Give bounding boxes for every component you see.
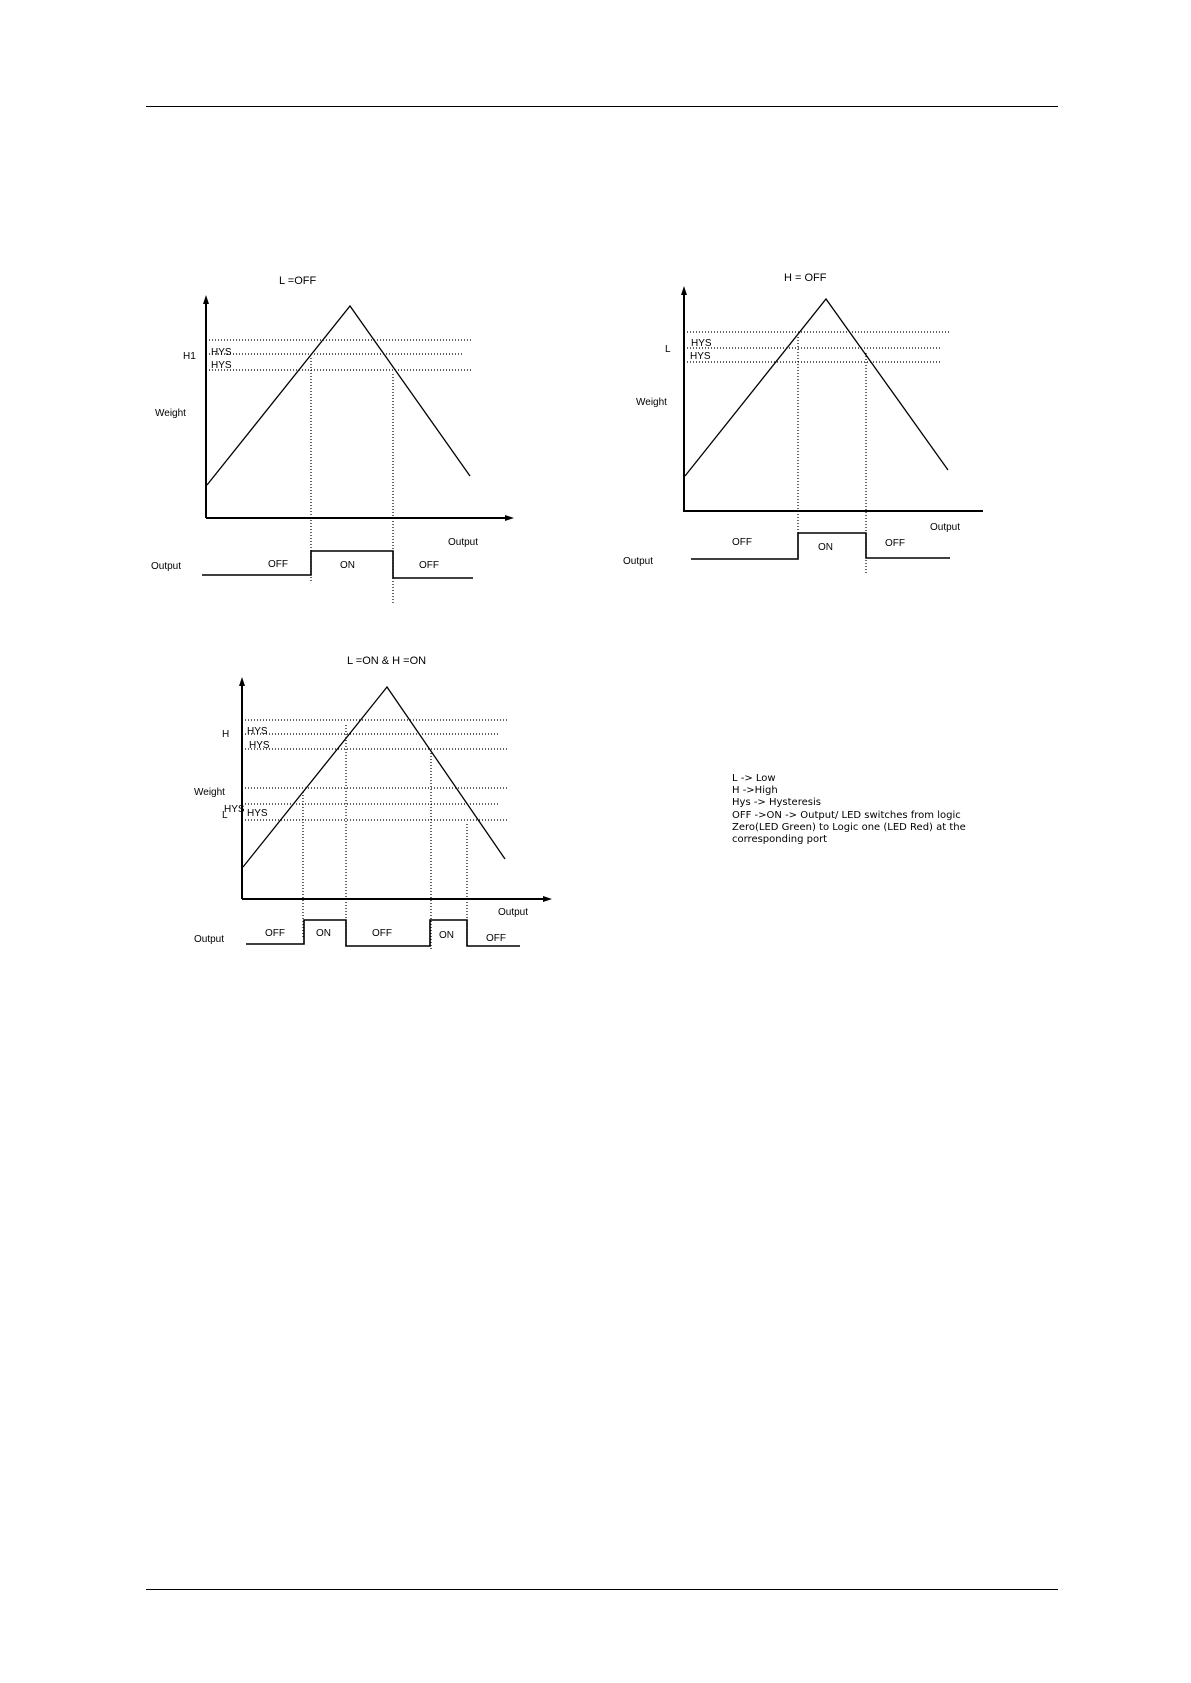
legend-line: L -> Low <box>732 773 776 784</box>
level-label: L <box>665 344 671 355</box>
legend-line: corresponding port <box>732 834 828 846</box>
weight-curve <box>243 687 505 867</box>
diagram-title: L =ON & H =ON <box>347 655 427 667</box>
state-label: OFF <box>885 538 905 549</box>
y-axis-label: Weight <box>155 408 186 419</box>
state-label: ON <box>316 928 331 939</box>
hys-l-upper-label: HYS <box>224 804 245 815</box>
high-level-label: H <box>222 729 230 740</box>
legend-line: Hys -> Hysteresis <box>732 797 821 809</box>
legend-line: Zero(LED Green) to Logic one (LED Red) at the <box>732 821 966 833</box>
legend <box>732 773 966 846</box>
x-axis-label: Output <box>448 537 479 548</box>
state-label: OFF <box>268 559 288 570</box>
x-axis-arrow <box>543 896 552 902</box>
hys-lower-label: HYS <box>211 360 232 371</box>
x-axis-label: Output <box>930 522 961 533</box>
y-axis-label: Weight <box>194 787 225 798</box>
hys-h-upper-label: HYS <box>247 726 268 737</box>
hys-l-lower-label: HYS <box>247 808 268 819</box>
y-axis-arrow <box>239 677 245 686</box>
hys-lower-label: HYS <box>690 351 711 362</box>
low-level-label: L <box>222 810 228 821</box>
diagram-title: L =OFF <box>279 275 317 287</box>
state-label: OFF <box>486 933 506 944</box>
hys-upper-label: HYS <box>211 347 232 358</box>
y-axis-label: Weight <box>636 397 667 408</box>
output-label: Output <box>623 556 654 567</box>
state-label: OFF <box>732 537 752 548</box>
legend-line: OFF ->ON -> Output/ LED switches from logic <box>732 809 961 821</box>
x-axis-label: Output <box>498 907 529 918</box>
hys-h-lower-label: HYS <box>249 740 270 751</box>
state-label: OFF <box>419 560 439 571</box>
state-label: ON <box>340 560 355 571</box>
state-label: ON <box>818 542 833 553</box>
state-label: ON <box>439 930 454 941</box>
output-label: Output <box>151 561 182 572</box>
legend-line: H ->High <box>732 785 778 797</box>
output-label: Output <box>194 934 225 945</box>
diagram-title: H = OFF <box>784 272 827 284</box>
state-label: OFF <box>265 928 285 939</box>
level-label: H1 <box>183 351 196 362</box>
state-label: OFF <box>372 928 392 939</box>
hys-upper-label: HYS <box>691 338 712 349</box>
